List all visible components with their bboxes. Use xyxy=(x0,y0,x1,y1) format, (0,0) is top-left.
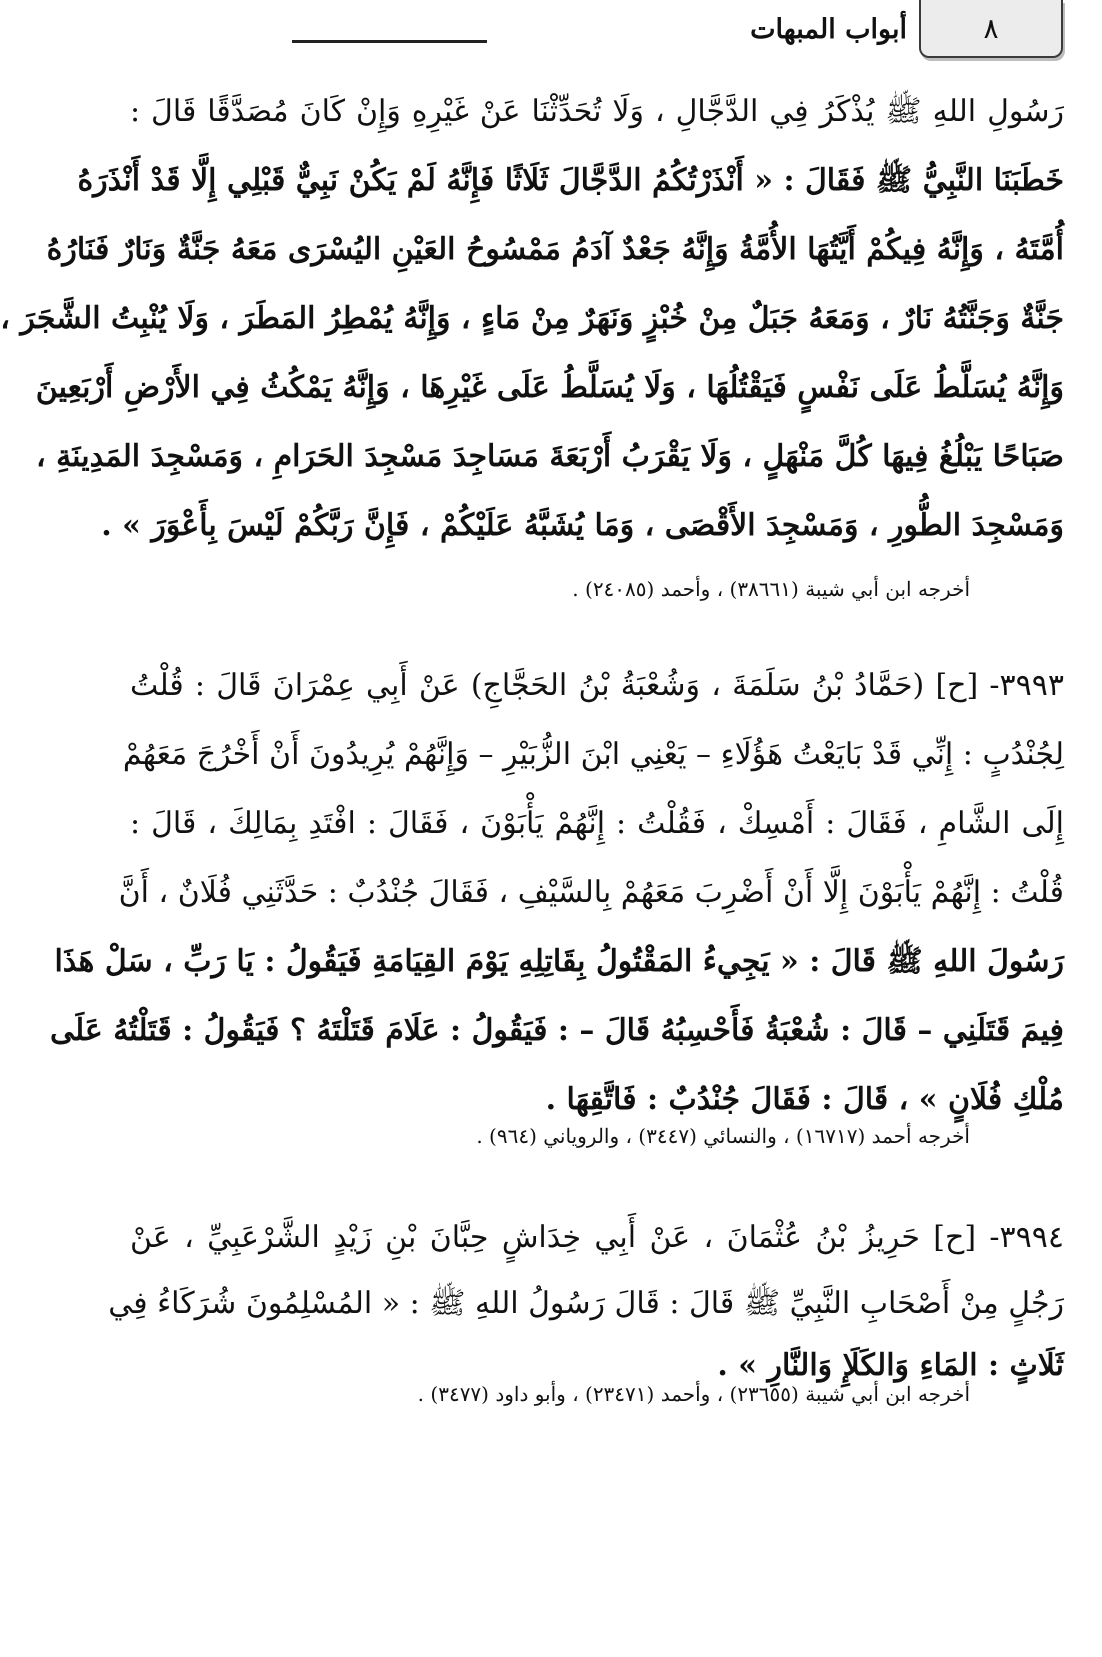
text-line: رَسُولِ اللهِ ﷺ يُذْكَرُ فِي الدَّجَّالِ ، وَلَا تُحَدِّثْنَا عَنْ غَيْرِهِ وَإِنْ كَانَ مُصَدَّقًا قَالَ : xyxy=(130,94,1064,129)
text-line: صَبَاحًا يَبْلُغُ فِيهَا كُلَّ مَنْهَلٍ ، وَلَا يَقْرَبُ أَرْبَعَةَ مَسَاجِدَ مَسْجِدَ الحَرَامِ ، وَمَسْجِدَ المَدِينَةِ ، xyxy=(35,439,1064,474)
hadith-3993-line: فِيمَ قَتَلَنِي – قَالَ : شُعْبَةُ فَأَحْسِبُهُ قَالَ – : فَيَقُولُ : عَلَامَ قَتَلْتَهُ ؟ فَيَقُولُ : قَتَلْتُهُ عَلَى xyxy=(49,1013,1064,1048)
hadith-3994-line: ثَلَاثٍ : المَاءِ وَالكَلَإِ وَالنَّارِ » . xyxy=(717,1348,1064,1383)
page-number-text: ٨ xyxy=(983,11,999,45)
hadith-3993-line: قُلْتُ : إِنَّهُمْ يَأْبَوْنَ إِلَّا أَنْ أَضْرِبَ مَعَهُمْ بِالسَّيْفِ ، فَقَالَ جُنْدُبٌ : حَدَّثَنِي فُلَانٌ ، أَنَّ xyxy=(118,875,1064,910)
hadith-3993-line: لِجُنْدُبٍ : إِنِّي قَدْ بَايَعْتُ هَؤُلَاءِ – يَعْنِي ابْنَ الزُّبَيْرِ – وَإِنَّهُمْ يُرِيدُونَ أَنْ أَخْرُجَ مَعَهُمْ xyxy=(122,737,1064,772)
text-line: وَإِنَّهُ يُسَلَّطُ عَلَى نَفْسٍ فَيَقْتُلُهَا ، وَلَا يُسَلَّطُ عَلَى غَيْرِهَا ، وَإِنَّهُ يَمْكُثُ فِي الأَرْضِ أَرْبَعِينَ xyxy=(35,370,1064,405)
header-rule xyxy=(292,40,487,43)
hadith-3993-line: رَسُولَ اللهِ ﷺ قَالَ : « يَجِيءُ المَقْتُولُ بِقَاتِلِهِ يَوْمَ القِيَامَةِ فَيَقُولُ : يَا رَبِّ ، سَلْ هَذَا xyxy=(54,944,1064,979)
text-line: خَطَبَنَا النَّبِيُّ ﷺ فَقَالَ : « أَنْذَرْتُكُمُ الدَّجَّالَ ثَلَاثًا فَإِنَّهُ لَمْ يَكُنْ نَبِيٌّ قَبْلِي إِلَّا قَدْ أَنْذَرَهُ xyxy=(77,163,1064,198)
hadith-3993-line: مُلْكِ فُلَانٍ » ، قَالَ : فَقَالَ جُنْدُبٌ : فَاتَّقِهَا . xyxy=(545,1082,1064,1117)
page-number xyxy=(919,0,1063,58)
text-line: وَمَسْجِدَ الطُّورِ ، وَمَسْجِدَ الأَقْصَى ، وَمَا يُشَبَّهُ عَلَيْكُمْ ، فَإِنَّ رَبَّكُمْ لَيْسَ بِأَعْوَرَ » . xyxy=(101,508,1064,543)
hadith-3993-line: ٣٩٩٣- [ح] (حَمَّادُ بْنُ سَلَمَةَ ، وَشُعْبَةُ بْنُ الحَجَّاجِ) عَنْ أَبِي عِمْرَانَ قَالَ : قُلْتُ xyxy=(130,668,1064,703)
source-note: أخرجه ابن أبي شيبة (٣٨٦٦١) ، وأحمد (٢٤٠٨٥) . xyxy=(572,577,970,601)
text-line: جَنَّةٌ وَجَنَّتُهُ نَارٌ ، وَمَعَهُ جَبَلٌ مِنْ خُبْزٍ وَنَهَرٌ مِنْ مَاءٍ ، وَإِنَّهُ يُمْطِرُ المَطَرَ ، وَلَا يُنْبِتُ الشَّجَرَ ، xyxy=(0,301,1064,336)
hadith-3993-line: إِلَى الشَّامِ ، فَقَالَ : أَمْسِكْ ، فَقُلْتُ : إِنَّهُمْ يَأْبَوْنَ ، فَقَالَ : افْتَدِ بِمَالِكَ ، قَالَ : xyxy=(130,806,1064,841)
source-note: أخرجه أحمد (١٦٧١٧) ، والنسائي (٣٤٤٧) ، والروياني (٩٦٤) . xyxy=(476,1124,970,1148)
text-line: أُمَّتَهُ ، وَإِنَّهُ فِيكُمْ أَيَّتُهَا الأُمَّةُ وَإِنَّهُ جَعْدٌ آدَمُ مَمْسُوحُ العَيْنِ اليُسْرَى مَعَهُ جَنَّةٌ وَنَارٌ فَنَارُهُ xyxy=(46,232,1064,267)
hadith-3994-line: ٣٩٩٤- [ح] حَرِيزُ بْنُ عُثْمَانَ ، عَنْ أَبِي خِدَاشٍ حِبَّانَ بْنِ زَيْدٍ الشَّرْعَبِيِّ ، عَنْ xyxy=(130,1220,1064,1255)
source-note: أخرجه ابن أبي شيبة (٢٣٦٥٥) ، وأحمد (٢٣٤٧١) ، وأبو داود (٣٤٧٧) . xyxy=(417,1382,970,1406)
running-title: أبواب المبهات xyxy=(750,14,907,45)
hadith-3994-line: رَجُلٍ مِنْ أَصْحَابِ النَّبِيِّ ﷺ قَالَ : قَالَ رَسُولُ اللهِ ﷺ : « المُسْلِمُونَ شُرَكَاءُ فِي xyxy=(108,1286,1064,1321)
